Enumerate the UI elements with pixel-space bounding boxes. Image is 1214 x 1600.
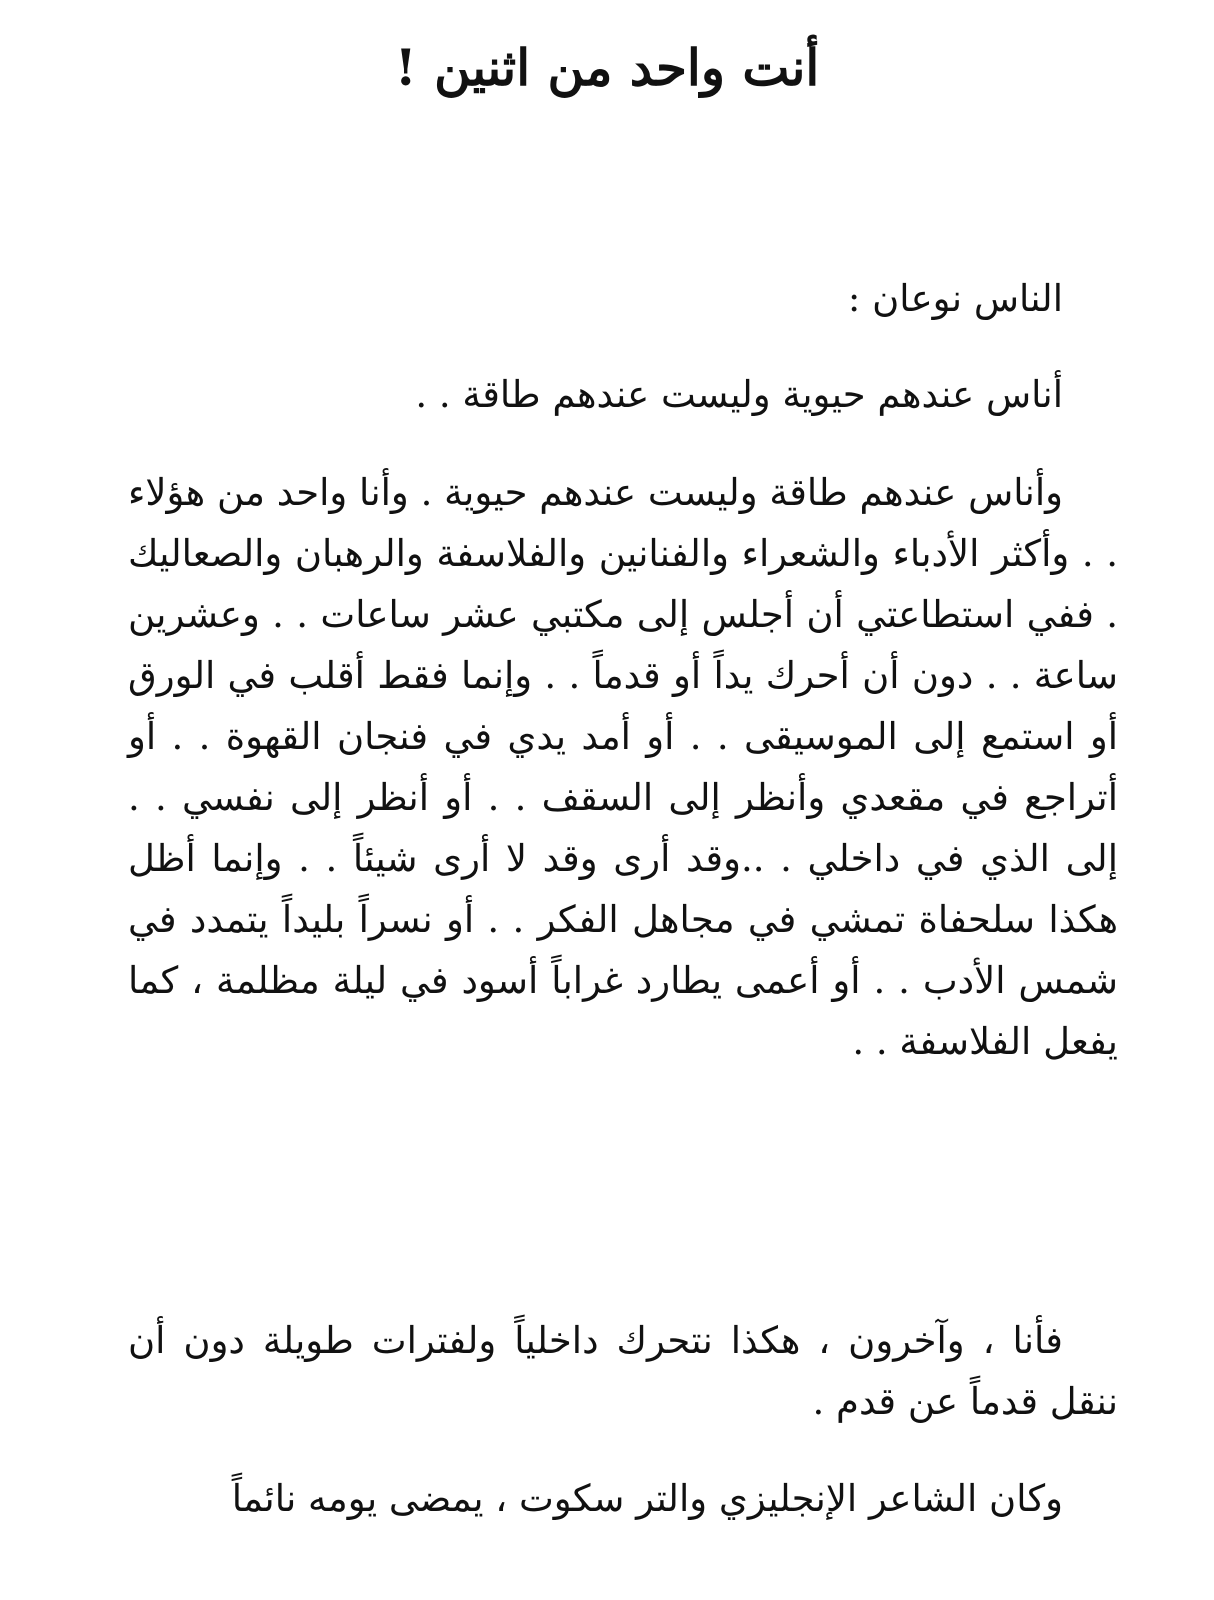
paragraph-second-type: وأناس عندهم طاقة وليست عندهم حيوية . وأنا واحد من هؤلاء . . وأكثر الأدباء والشعراء والفنانين والفلاسفة والرهبان والصعاليك . ففي استطاعتي أن أجلس إلى مكتبي عشر ساعات . . وعشرين ساعة . . دون أن أحرك يداً أو قدماً . . وإنما فقط أقلب في الورق أو استمع إلى الموسيقى . . أو أمد يدي في فنجان القهوة . . أو أتراجع في مقعدي وأنظر إلى السقف . . أو أنظر إلى نفسي . . إلى الذي في داخلي . ..وقد أرى وقد لا أرى شيئاً . . وإنما أظل هكذا سلحفاة تمشي في مجاهل الفكر . . أو نسراً بليداً يتمدد في شمس الأدب . . أو أعمى يطارد غراباً أسود في ليلة مظلمة ، كما يفعل الفلاسفة . . xyxy=(128,471,1118,1063)
paragraph-first-type: أناس عندهم حيوية وليست عندهم طاقة . . xyxy=(415,373,1063,416)
chapter-title: أنت واحد من اثنين ! xyxy=(394,38,820,97)
paragraph-intro: الناس نوعان : xyxy=(847,277,1063,320)
paragraph-walter-scott: وكان الشاعر الإنجليزي والتر سكوت ، يمضى يومه نائماً xyxy=(231,1477,1063,1520)
paragraph-inner-movement: فأنا ، وآخرون ، هكذا نتحرك داخلياً ولفترات طويلة دون أن ننقل قدماً عن قدم . xyxy=(128,1319,1118,1423)
